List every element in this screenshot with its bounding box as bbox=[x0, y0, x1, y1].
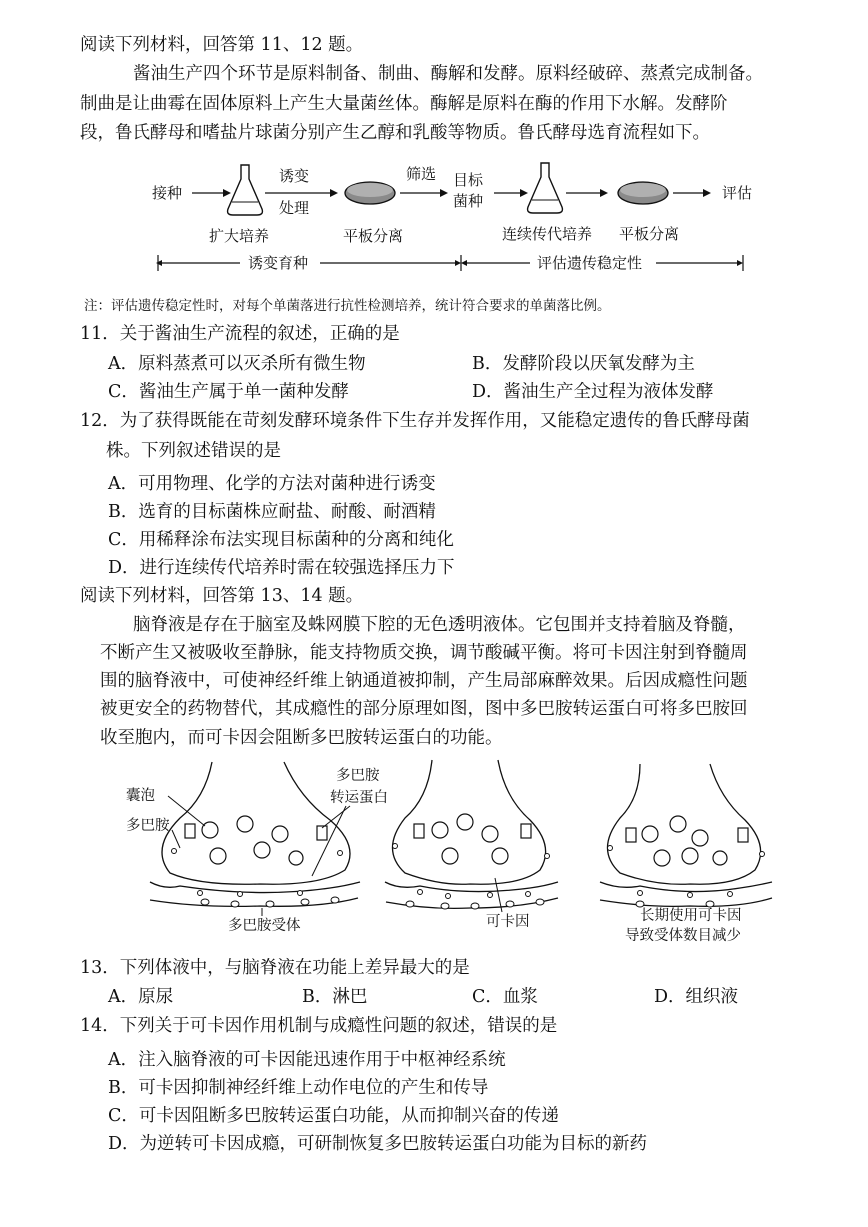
passage1-line1: 酱油生产四个环节是原料制备、制曲、酶解和发酵。原料经破碎、蒸煮完成制备。 bbox=[133, 64, 763, 84]
q13-stem: 13．下列体液中，与脑脊液在功能上差异最大的是 bbox=[80, 958, 470, 978]
flow-mutate-1: 诱变 bbox=[279, 167, 310, 185]
flow-target-2: 菌种 bbox=[453, 192, 484, 210]
flow-target-1: 目标 bbox=[453, 171, 484, 189]
label-longterm-1: 长期使用可卡因 bbox=[640, 908, 742, 924]
q14-option-c[interactable]: C．可卡因阻断多巴胺转运蛋白功能，从而抑制兴奋的传递 bbox=[108, 1106, 559, 1126]
flow-end: 评估 bbox=[722, 184, 753, 202]
flow-label-plate2: 平板分离 bbox=[619, 225, 680, 243]
flow-screen: 筛选 bbox=[406, 165, 437, 183]
q12-stem-2: 株。下列叙述错误的是 bbox=[106, 441, 281, 461]
q12-option-b[interactable]: B．选育的目标菌株应耐盐、耐酸、耐酒精 bbox=[108, 502, 436, 522]
q11-option-b[interactable]: B．发酵阶段以厌氧发酵为主 bbox=[472, 354, 695, 374]
passage2-line4: 被更安全的药物替代，其成瘾性的部分原理如图，图中多巴胺转运蛋白可将多巴胺回 bbox=[100, 699, 748, 719]
flow-mutate-2: 处理 bbox=[279, 199, 310, 217]
label-transporter-1: 多巴胺 bbox=[336, 768, 380, 784]
label-longterm-2: 导致受体数目减少 bbox=[625, 928, 741, 944]
label-cocaine: 可卡因 bbox=[486, 914, 530, 930]
q11-option-a[interactable]: A．原料蒸煮可以灭杀所有微生物 bbox=[108, 354, 366, 374]
label-dopamine: 多巴胺 bbox=[126, 818, 170, 834]
passage2-line3: 围的脑脊液中，可使神经纤维上钠通道被抑制，产生局部麻醉效果。后因成瘾性问题 bbox=[100, 671, 748, 691]
flow-start: 接种 bbox=[152, 184, 183, 202]
q12-option-d[interactable]: D．进行连续传代培养时需在较强选择压力下 bbox=[108, 558, 455, 578]
flow-label-plate1: 平板分离 bbox=[343, 227, 404, 245]
flask-icon bbox=[228, 165, 263, 215]
q12-stem-1: 12．为了获得既能在苛刻发酵环境条件下生存并发挥作用，又能稳定遗传的鲁氏酵母菌 bbox=[80, 411, 750, 431]
q13-option-c[interactable]: C．血浆 bbox=[472, 987, 538, 1007]
yeast-breeding-flowchart bbox=[0, 155, 868, 285]
synapse-diagram bbox=[0, 758, 868, 948]
q12-option-a[interactable]: A．可用物理、化学的方法对菌种进行诱变 bbox=[108, 474, 436, 494]
petri-dish-icon bbox=[618, 182, 668, 204]
q13-option-a[interactable]: A．原尿 bbox=[108, 987, 174, 1007]
passage2-line2: 不断产生又被吸收至静脉，能支持物质交换，调节酸碱平衡。将可卡因注射到脊髓周 bbox=[100, 643, 748, 663]
label-receptor: 多巴胺受体 bbox=[228, 918, 301, 934]
intro-1: 阅读下列材料，回答第 11、12 题。 bbox=[80, 35, 364, 55]
label-vesicle: 囊泡 bbox=[126, 788, 155, 804]
flow-span-right: 评估遗传稳定性 bbox=[537, 254, 643, 272]
q11-option-d[interactable]: D．酱油生产全过程为液体发酵 bbox=[472, 382, 714, 402]
passage1-line2: 制曲是让曲霉在固体原料上产生大量菌丝体。酶解是原料在酶的作用下水解。发酵阶 bbox=[80, 94, 728, 114]
q11-option-c[interactable]: C．酱油生产属于单一菌种发酵 bbox=[108, 382, 349, 402]
petri-dish-icon bbox=[345, 182, 395, 204]
passage1-line3: 段，鲁氏酵母和嗜盐片球菌分别产生乙醇和乳酸等物质。鲁氏酵母选育流程如下。 bbox=[80, 123, 710, 143]
intro-2: 阅读下列材料，回答第 13、14 题。 bbox=[80, 586, 364, 606]
q12-option-c[interactable]: C．用稀释涂布法实现目标菌种的分离和纯化 bbox=[108, 530, 454, 550]
q14-option-a[interactable]: A．注入脑脊液的可卡因能迅速作用于中枢神经系统 bbox=[108, 1050, 506, 1070]
note: 注：评估遗传稳定性时，对每个单菌落进行抗性检测培养，统计符合要求的单菌落比例。 bbox=[84, 298, 611, 314]
passage2-line5: 收至胞内，而可卡因会阻断多巴胺转运蛋白的功能。 bbox=[100, 728, 503, 748]
q13-option-b[interactable]: B．淋巴 bbox=[302, 987, 368, 1007]
receptor-icon bbox=[201, 897, 714, 909]
vesicle-icon bbox=[202, 814, 727, 866]
q14-option-b[interactable]: B．可卡因抑制神经纤维上动作电位的产生和传导 bbox=[108, 1078, 489, 1098]
q14-option-d[interactable]: D．为逆转可卡因成瘾，可研制恢复多巴胺转运蛋白功能为目标的新药 bbox=[108, 1134, 648, 1154]
q14-stem: 14．下列关于可卡因作用机制与成瘾性问题的叙述，错误的是 bbox=[80, 1016, 558, 1036]
q11-stem: 11．关于酱油生产流程的叙述，正确的是 bbox=[80, 324, 400, 344]
q13-option-d[interactable]: D．组织液 bbox=[654, 987, 739, 1007]
passage2-line1: 脑脊液是存在于脑室及蛛网膜下腔的无色透明液体。它包围并支持着脑及脊髓， bbox=[133, 615, 746, 635]
flow-label-expand: 扩大培养 bbox=[209, 227, 270, 245]
label-transporter-2: 转运蛋白 bbox=[330, 790, 388, 806]
flask-icon bbox=[528, 163, 563, 213]
flow-label-serial: 连续传代培养 bbox=[502, 225, 593, 243]
flow-span-left: 诱变育种 bbox=[248, 254, 309, 272]
